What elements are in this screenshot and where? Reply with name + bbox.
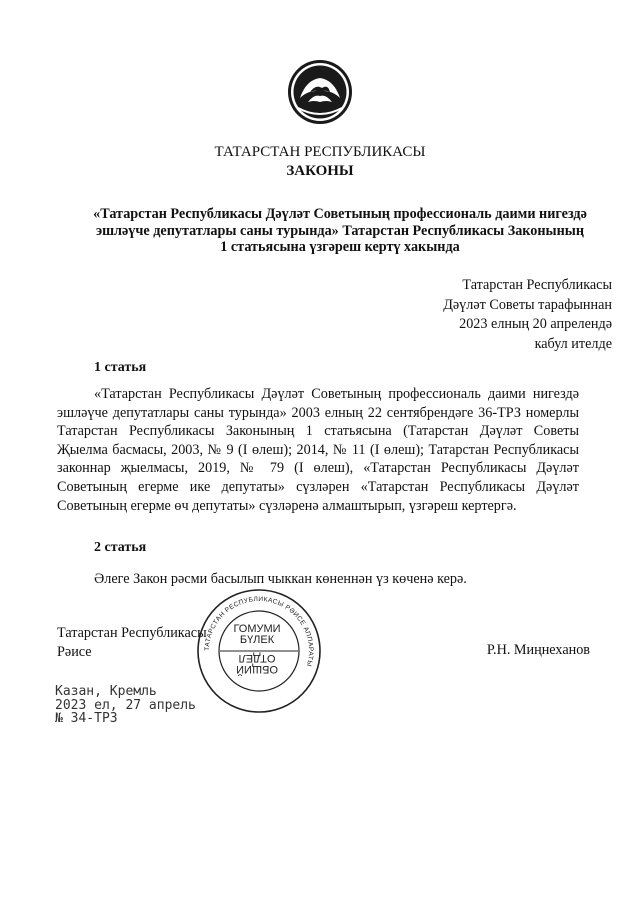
- article-1-line: эшләүче депутатлары саны турында» 2003 елның 22 сентябрендәге 36-ТРЗ номерлы: [57, 404, 579, 421]
- law-number-line: № 34-ТРЗ: [55, 711, 118, 726]
- law-title-line: эшләүче депутатлары саны турында» Татарстан Республикасы Законының: [95, 222, 585, 239]
- signatory-name: Р.Н. Миңнеханов: [486, 642, 590, 658]
- stamp-line-flipped: ОБЩИЙ: [236, 663, 278, 675]
- place-and-date: [55, 685, 196, 726]
- article-1-line: Татарстан Республикасы Законының 1 статьясына (Татарстан Дәүләт Советы: [57, 423, 579, 440]
- republic-heading: ТАТАРСТАН РЕСПУБЛИКАСЫ: [214, 144, 426, 160]
- place-line: Казан, Кремль: [55, 684, 157, 699]
- signatory-position-line: Рәисе: [57, 644, 92, 660]
- stamp-line: ГОМУМИ: [233, 623, 281, 635]
- article-1-line: Җыелма басмасы, 2003, № 9 (I өлеш); 2014, № 11 (I өлеш); Татарстан Республикасы: [57, 441, 579, 458]
- signatory-position-line: Татарстан Республикасы: [57, 625, 207, 641]
- article-1-line: законнар җыелмасы, 2019, № 79 (I өлеш), «Татарстан Республикасы Дәүләт: [57, 460, 579, 477]
- coat-of-arms-emblem: [286, 58, 354, 126]
- adoption-line: Дәүләт Советы тарафыннан: [443, 296, 612, 313]
- stamp-ring-text: ТАТАРСТАН РЕСПУБЛИКАСЫ РӘИСЕ АППАРАТЫ: [203, 595, 315, 668]
- date-line: 2023 ел, 27 апрель: [55, 697, 196, 713]
- adoption-line: Татарстан Республикасы: [462, 277, 612, 293]
- adoption-note: [443, 276, 612, 354]
- article-1-line: Советының егерме ике депутаты» сүзләрен «Татарстан Республикасы Дәүләт: [57, 478, 579, 495]
- article-1-line: «Татарстан Республикасы Дәүләт Советының профессиональ даими нигездә: [94, 386, 579, 402]
- article-2-heading: 2 статья: [94, 540, 147, 555]
- adoption-line: кабул ителде: [534, 335, 612, 352]
- signatory-position: [57, 624, 207, 662]
- stamp-line-flipped: ОТДЕЛ: [238, 652, 276, 664]
- stamp-center-text: [221, 624, 293, 674]
- law-heading: ЗАКОНЫ: [286, 163, 354, 179]
- adoption-line: 2023 елның 20 апрелендә: [459, 316, 612, 332]
- law-title: [60, 206, 620, 256]
- article-1-heading: 1 статья: [94, 360, 147, 375]
- article-1-text: [57, 385, 579, 515]
- article-2-text: Әлеге Закон рәсми басылып чыккан көненнән үз көченә керә.: [94, 571, 467, 587]
- law-title-line: «Татарстан Республикасы Дәүләт Советының профессиональ даими нигездә: [93, 206, 587, 222]
- law-title-line: 1 статьясына үзгәреш кертү хакында: [220, 239, 460, 255]
- article-1-line: Советының егерме өч депутаты» сүзләренә алмаштырып, үзгәреш кертергә.: [57, 497, 517, 514]
- stamp-line: БҮЛЕК: [239, 634, 275, 646]
